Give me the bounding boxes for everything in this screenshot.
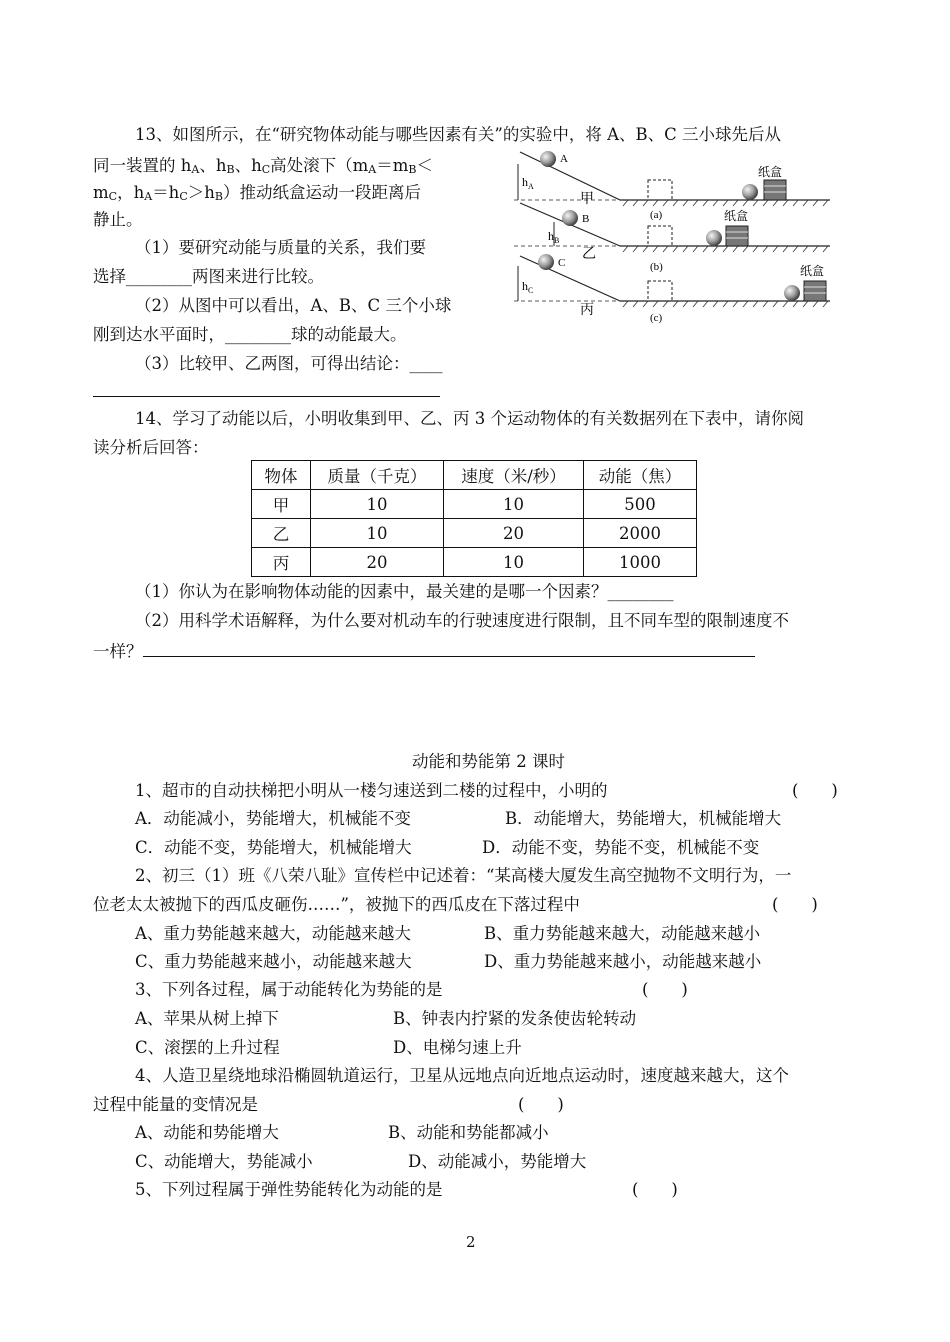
q14-line-2: 读分析后回答： <box>93 438 209 457</box>
table-header: 速度（米/秒） <box>444 461 584 490</box>
table-cell: 乙 <box>252 519 311 548</box>
table-cell: 500 <box>584 490 697 519</box>
table-cell: 20 <box>311 548 444 577</box>
s2-q3-option-d: D、电梯匀速上升 <box>393 1038 522 1057</box>
h-label-c: $h_C$ <box>522 279 534 295</box>
s2-q2-option-d: D、重力势能越来越小，动能越来越小 <box>484 952 762 971</box>
q13-line-3: $m_C$，$h_A=h_C>h_B$）推动纸盒运动一段距离后 <box>93 183 421 203</box>
q13-part1-b: 选择________两图来进行比较。 <box>93 267 324 286</box>
q13-part2-b: 刚到达水平面时，________球的动能最大。 <box>93 325 407 344</box>
s2-q1-option-c: C．动能不变，势能增大，机械能增大 <box>135 838 412 857</box>
s2-q3-option-b: B、钟表内拧紧的发条使齿轮转动 <box>393 1009 637 1028</box>
table-cell: 1000 <box>584 548 697 577</box>
table-row <box>252 519 697 548</box>
s2-q1: 1、超市的自动扶梯把小明从一楼匀速送到二楼的过程中，小明的 <box>135 781 608 800</box>
s2-q5: 5、下列过程属于弹性势能转化为动能的是 <box>135 1180 443 1199</box>
table-cell: 10 <box>311 490 444 519</box>
ball-label-b: B <box>582 213 590 225</box>
s2-q4-option-b: B、动能和势能都减小 <box>388 1123 549 1142</box>
s2-q1-bracket: ( ) <box>792 781 838 800</box>
s2-q4-option-d: D、动能减小，势能增大 <box>408 1152 587 1171</box>
table-row <box>252 490 697 519</box>
q14-part2-b: 一样？ <box>93 640 755 663</box>
table-cell: 10 <box>444 490 584 519</box>
s2-q4-line-1: 4、人造卫星绕地球沿椭圆轨道运行，卫星从远地点向近地点运动时，速度越来越大，这个 <box>135 1066 789 1085</box>
s2-q4-bracket: ( ) <box>518 1095 564 1114</box>
s2-q3-option-a: A、苹果从树上掉下 <box>135 1009 279 1028</box>
table-header: 动能（焦） <box>584 461 697 490</box>
s2-q1-option-d: D．动能不变，势能不变，机械能不变 <box>482 838 760 857</box>
experiment-figure <box>510 148 840 328</box>
q14-part1: （1）你认为在影响物体动能的因素中，最关建的是哪一个因素？________ <box>135 582 674 601</box>
setup-label-bing: 丙 <box>580 303 594 318</box>
table-header-row <box>252 461 697 490</box>
s2-q5-bracket: ( ) <box>632 1180 678 1199</box>
h-label-b: $h_B$ <box>548 229 560 245</box>
s2-q3: 3、下列各过程，属于动能转化为势能的是 <box>135 980 443 999</box>
ball-c <box>538 254 554 270</box>
setup-jia <box>514 151 830 221</box>
q13-line-1: 13、如图所示，在“研究物体动能与哪些因素有关”的实验中，将 A、B、C 三小球先后从 <box>135 125 782 144</box>
page-number: 2 <box>466 1233 476 1251</box>
section-title: 动能和势能第 2 课时 <box>412 752 565 771</box>
ball-label-a: A <box>560 153 568 165</box>
ball-a <box>540 151 556 167</box>
s2-q3-option-c: C、滚摆的上升过程 <box>135 1038 280 1057</box>
box-label-1: 纸盒 <box>758 165 783 179</box>
q14-part2-a: （2）用科学术语解释，为什么要对机动车的行驶速度进行限制，且不同车型的限制速度不 <box>135 611 789 630</box>
s2-q1-option-b: B．动能增大，势能增大，机械能增大 <box>505 809 782 828</box>
setup-bing <box>514 254 830 324</box>
table-cell: 甲 <box>252 490 311 519</box>
table-cell: 2000 <box>584 519 697 548</box>
table-row <box>252 548 697 577</box>
box-label-2: 纸盒 <box>724 209 749 223</box>
s2-q3-bracket: ( ) <box>642 980 688 999</box>
s2-q2-line-2: 位老太太被抛下的西瓜皮砸伤……”，被抛下的西瓜皮在下落过程中 <box>93 895 580 914</box>
table-cell: 20 <box>444 519 584 548</box>
pos-label-c: (c) <box>650 312 663 324</box>
s2-q2-option-b: B、重力势能越来越大，动能越来越小 <box>484 924 761 943</box>
q13-line-4: 静止。 <box>93 210 143 229</box>
q13-part2-a: （2）从图中可以看出，A、B、C 三个小球 <box>135 296 452 315</box>
s2-q2-bracket: ( ) <box>772 895 818 914</box>
s2-q2-option-c: C、重力势能越来越小，动能越来越大 <box>135 952 412 971</box>
ball-b <box>562 210 578 226</box>
s2-q4-option-a: A、动能和势能增大 <box>135 1123 279 1142</box>
table-cell: 10 <box>444 548 584 577</box>
h-label-a: $h_A$ <box>522 175 534 191</box>
data-table <box>251 460 697 577</box>
pos-label-b: (b) <box>650 261 663 273</box>
q13-part3-a: （3）比较甲、乙两图，可得出结论：____ <box>135 354 443 373</box>
setup-label-jia: 甲 <box>580 192 594 207</box>
table-cell: 10 <box>311 519 444 548</box>
table-cell: 丙 <box>252 548 311 577</box>
s2-q2-line-1: 2、初三（1）班《八荣八耻》宣传栏中记述着：“某高楼大厦发生高空抛物不文明行为，一 <box>135 866 792 885</box>
s2-q2-option-a: A、重力势能越来越大，动能越来越大 <box>135 924 411 943</box>
ball-label-c: C <box>558 257 566 269</box>
s2-q4-option-c: C、动能增大，势能减小 <box>135 1152 313 1171</box>
box-label-3: 纸盒 <box>800 264 825 278</box>
q13-answer-line <box>93 380 440 403</box>
s2-q4-line-2: 过程中能量的变情况是 <box>93 1095 258 1114</box>
table-header: 质量（千克） <box>311 461 444 490</box>
q13-line-2: 同一装置的 $h_A$、$h_B$、$h_C$高处滚下（$m_A=m_B<$ <box>93 156 433 176</box>
setup-label-yi: 乙 <box>582 247 596 262</box>
q14-line-1: 14、学习了动能以后，小明收集到甲、乙、丙 3 个运动物体的有关数据列在下表中，请你阅 <box>135 409 804 428</box>
q13-part1-a: （1）要研究动能与质量的关系，我们要 <box>135 238 426 257</box>
s2-q1-option-a: A．动能减小，势能增大，机械能不变 <box>135 809 411 828</box>
table-header: 物体 <box>252 461 311 490</box>
pos-label-a: (a) <box>650 209 663 221</box>
